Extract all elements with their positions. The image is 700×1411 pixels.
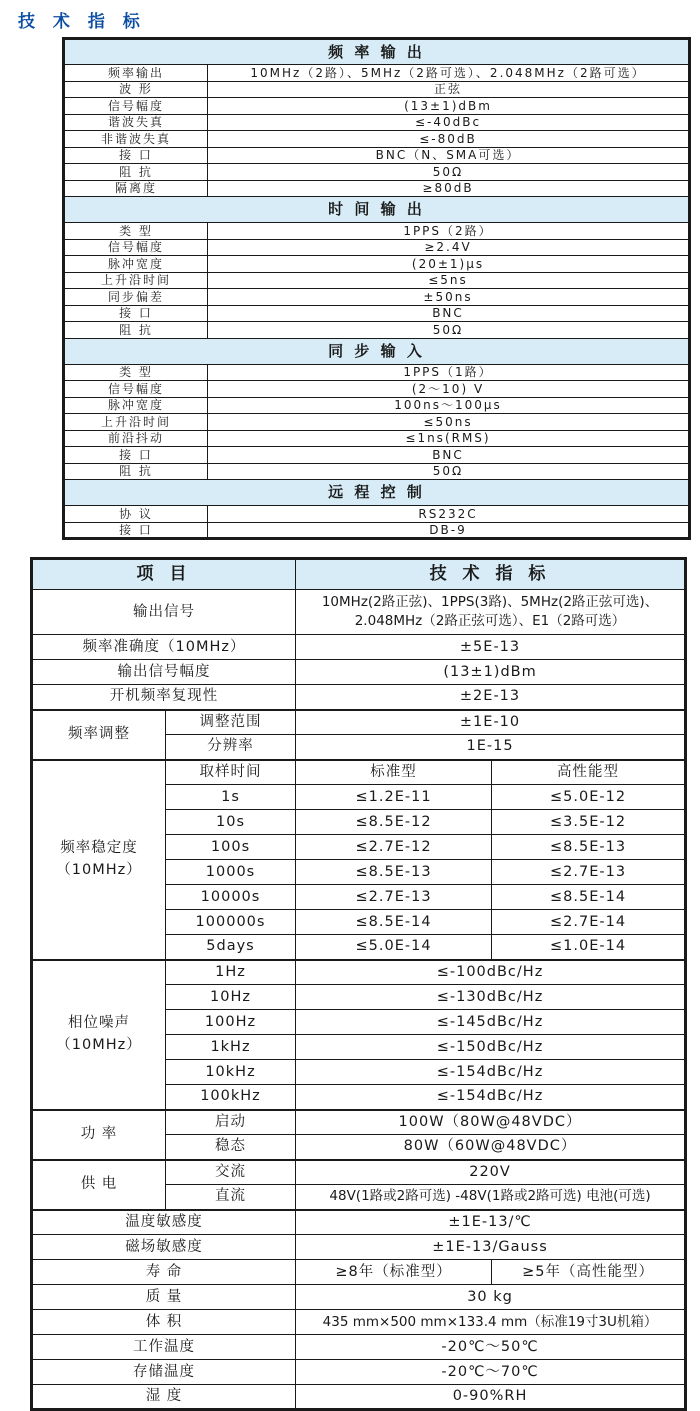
sub-label: 100000s: [166, 910, 296, 935]
table-row: [64, 447, 690, 464]
table-row: [32, 590, 686, 635]
spec-value: ≤2.7E-12: [296, 835, 492, 860]
sub-label: 1kHz: [166, 1035, 296, 1060]
spec-value: 0-90%RH: [296, 1385, 686, 1410]
spec-label: 开机频率复现性: [32, 685, 296, 710]
spec-value: 220V: [296, 1160, 686, 1185]
sub-label: 稳态: [166, 1135, 296, 1160]
spec-label: 接 口: [64, 147, 208, 164]
spec-value: ≤-40dBc: [208, 114, 690, 131]
spec-value: ±5E-13: [296, 635, 686, 660]
technical-parameters-table: [30, 557, 687, 1411]
spec-value: ≤5.0E-14: [296, 935, 492, 960]
spec-value: 100W（80W@48VDC）: [296, 1110, 686, 1135]
spec-label: 输出信号: [32, 590, 296, 635]
group-label: 频率调整: [32, 710, 166, 760]
sub-label: 分辨率: [166, 735, 296, 760]
spec-value: ≤8.5E-14: [492, 885, 686, 910]
spec-value: ≤-150dBc/Hz: [296, 1035, 686, 1060]
spec-label: 前沿抖动: [64, 430, 208, 447]
spec-value: ≤8.5E-12: [296, 810, 492, 835]
table-row: [64, 305, 690, 322]
spec-value: ≤8.5E-13: [296, 860, 492, 885]
spec-value: 80W（60W@48VDC）: [296, 1135, 686, 1160]
table-row: [64, 430, 690, 447]
sub-label: 100s: [166, 835, 296, 860]
spec-value: 1PPS（2路）: [208, 223, 690, 240]
spec-value: ≥80dB: [208, 180, 690, 197]
table-row: [64, 180, 690, 197]
table-row: [64, 256, 690, 273]
spec-value: 10MHz（2路）、5MHz（2路可选）、2.048MHz（2路可选）: [208, 65, 690, 82]
spec-value: 1PPS（1路）: [208, 364, 690, 381]
spec-value: ≥2.4V: [208, 239, 690, 256]
spec-label: 存储温度: [32, 1360, 296, 1385]
spec-value: ≤1ns(RMS): [208, 430, 690, 447]
spec-label: 输出信号幅度: [32, 660, 296, 685]
spec-value: ≥8年（标准型）: [296, 1260, 492, 1285]
spec-label: 上升沿时间: [64, 414, 208, 431]
table-row: [32, 960, 686, 985]
spec-value: -20℃～70℃: [296, 1360, 686, 1385]
group-label-freq-stability: [32, 760, 166, 960]
spec-value: 正弦: [208, 81, 690, 98]
table-row: [64, 81, 690, 98]
spec-label: 波 形: [64, 81, 208, 98]
spec-value: ≥5年（高性能型）: [492, 1260, 686, 1285]
spec-value: 10MHz(2路正弦)、1PPS(3路)、5MHz(2路正弦可选)、2.048MHz（2路正弦可选）、E1（2路可选）: [296, 590, 686, 635]
spec-label: 质 量: [32, 1285, 296, 1310]
table-row: [32, 1260, 686, 1285]
spec-label: 同步偏差: [64, 289, 208, 306]
spec-label: 温度敏感度: [32, 1210, 296, 1235]
spec-label: 上升沿时间: [64, 272, 208, 289]
spec-value: (2～10) V: [208, 381, 690, 398]
section-title-sync-input: 同 步 输 入: [64, 338, 690, 364]
group-label: 供 电: [32, 1160, 166, 1210]
spec-label: 隔离度: [64, 180, 208, 197]
spec-label: 信号幅度: [64, 239, 208, 256]
table-row: [32, 1160, 686, 1185]
table-row: [32, 1360, 686, 1385]
spec-value: ≤50ns: [208, 414, 690, 431]
table-row: [64, 114, 690, 131]
spec-label: 阻 抗: [64, 463, 208, 480]
table-row: [64, 98, 690, 115]
section-title-time-output: 时 间 输 出: [64, 197, 690, 223]
spec-value: ±1E-10: [296, 710, 686, 735]
table-row: [32, 660, 686, 685]
spec-label: 非谐波失真: [64, 131, 208, 148]
spec-label: 阻 抗: [64, 164, 208, 181]
spec-label: 接 口: [64, 522, 208, 539]
spec-value: BNC: [208, 305, 690, 322]
spec-value: (13±1)dBm: [208, 98, 690, 115]
spec-value: (13±1)dBm: [296, 660, 686, 685]
page-title: 技 术 指 标: [18, 12, 146, 32]
spec-label: 磁场敏感度: [32, 1235, 296, 1260]
section-title-remote-control: 远 程 控 制: [64, 480, 690, 506]
spec-value: ≤-154dBc/Hz: [296, 1085, 686, 1110]
sub-label: 1Hz: [166, 960, 296, 985]
spec-value: ≤8.5E-14: [296, 910, 492, 935]
table-row: [64, 397, 690, 414]
spec-value: ≤2.7E-13: [296, 885, 492, 910]
sub-label: 交流: [166, 1160, 296, 1185]
spec-label: 类 型: [64, 364, 208, 381]
spec-label: 湿 度: [32, 1385, 296, 1410]
spec-value: ≤3.5E-12: [492, 810, 686, 835]
spec-label: 体 积: [32, 1310, 296, 1335]
table-row: [32, 635, 686, 660]
spec-label: 工作温度: [32, 1335, 296, 1360]
spec-value: ≤5.0E-12: [492, 785, 686, 810]
spec-value: ≤-80dB: [208, 131, 690, 148]
sub-label: 10s: [166, 810, 296, 835]
spec-value: RS232C: [208, 506, 690, 523]
table-row: [32, 1110, 686, 1135]
sub-label: 100Hz: [166, 1010, 296, 1035]
sub-label: 10Hz: [166, 985, 296, 1010]
spec-value: ≤-100dBc/Hz: [296, 960, 686, 985]
column-header-spec: 技 术 指 标: [296, 559, 686, 590]
spec-label: 信号幅度: [64, 381, 208, 398]
table-row: [64, 289, 690, 306]
sub-label: 100kHz: [166, 1085, 296, 1110]
spec-value: ≤1.2E-11: [296, 785, 492, 810]
spec-label: 频率输出: [64, 65, 208, 82]
spec-label: 频率准确度（10MHz）: [32, 635, 296, 660]
table-row: [64, 131, 690, 148]
table-row: [32, 559, 686, 590]
spec-value: (20±1)μs: [208, 256, 690, 273]
spec-value: ≤1.0E-14: [492, 935, 686, 960]
column-header-item: 项 目: [32, 559, 296, 590]
sub-label: 10kHz: [166, 1060, 296, 1085]
sub-label: 5days: [166, 935, 296, 960]
spec-label: 类 型: [64, 223, 208, 240]
group-label-phase-noise: [32, 960, 166, 1110]
spec-value: -20℃～50℃: [296, 1335, 686, 1360]
table-row: [32, 1210, 686, 1235]
table-row: [64, 223, 690, 240]
group-label-line1: 相位噪声: [68, 1015, 130, 1032]
table-row: [64, 65, 690, 82]
spec-label: 接 口: [64, 305, 208, 322]
table-row: [64, 506, 690, 523]
table-row: [64, 272, 690, 289]
spec-value: ≤5ns: [208, 272, 690, 289]
table-row: [32, 1335, 686, 1360]
spec-value: ≤-154dBc/Hz: [296, 1060, 686, 1085]
sub-column-header: 取样时间: [166, 760, 296, 785]
sub-column-header: 高性能型: [492, 760, 686, 785]
spec-value: ≤-130dBc/Hz: [296, 985, 686, 1010]
spec-label: 阻 抗: [64, 322, 208, 339]
spec-value: 30 kg: [296, 1285, 686, 1310]
spec-value: ±50ns: [208, 289, 690, 306]
interface-spec-table: [62, 37, 691, 540]
table-row: [64, 322, 690, 339]
table-row: [32, 760, 686, 785]
table-row: [32, 1385, 686, 1410]
spec-value: ±2E-13: [296, 685, 686, 710]
group-label: 功 率: [32, 1110, 166, 1160]
spec-label: 谐波失真: [64, 114, 208, 131]
spec-label: 脉冲宽度: [64, 256, 208, 273]
group-label-line1: 频率稳定度: [60, 840, 138, 857]
section-title-frequency-output: 频 率 输 出: [64, 39, 690, 65]
spec-value: ≤2.7E-13: [492, 860, 686, 885]
sub-label: 调整范围: [166, 710, 296, 735]
spec-label: 接 口: [64, 447, 208, 464]
table-row: [64, 164, 690, 181]
table-row: [64, 239, 690, 256]
spec-value: 100ns～100μs: [208, 397, 690, 414]
table-row: [32, 1235, 686, 1260]
sub-column-header: 标准型: [296, 760, 492, 785]
sub-label: 10000s: [166, 885, 296, 910]
spec-label: 信号幅度: [64, 98, 208, 115]
spec-label: 协 议: [64, 506, 208, 523]
sub-label: 启动: [166, 1110, 296, 1135]
spec-label: 寿 命: [32, 1260, 296, 1285]
spec-value: 50Ω: [208, 164, 690, 181]
spec-value: DB-9: [208, 522, 690, 539]
spec-value: 1E-15: [296, 735, 686, 760]
spec-value: ≤-145dBc/Hz: [296, 1010, 686, 1035]
sub-label: 1s: [166, 785, 296, 810]
sub-label: 1000s: [166, 860, 296, 885]
spec-value: ≤2.7E-14: [492, 910, 686, 935]
table-row: [64, 147, 690, 164]
group-label-line2: （10MHz）: [56, 1036, 142, 1053]
table-row: [64, 522, 690, 539]
spec-value: 435 mm×500 mm×133.4 mm（标准19寸3U机箱）: [296, 1310, 686, 1335]
spec-value: BNC（N、SMA可选）: [208, 147, 690, 164]
table-row: [32, 685, 686, 710]
table-row: [64, 414, 690, 431]
table-row: [32, 1285, 686, 1310]
table-row: [32, 710, 686, 735]
spec-value: 50Ω: [208, 322, 690, 339]
spec-value: BNC: [208, 447, 690, 464]
spec-value: ≤8.5E-13: [492, 835, 686, 860]
spec-value: ±1E-13/℃: [296, 1210, 686, 1235]
spec-value: 48V(1路或2路可选) -48V(1路或2路可选) 电池(可选): [296, 1185, 686, 1210]
group-label-line2: （10MHz）: [56, 861, 142, 878]
table-row: [32, 1310, 686, 1335]
table-row: [64, 364, 690, 381]
spec-label: 脉冲宽度: [64, 397, 208, 414]
sub-label: 直流: [166, 1185, 296, 1210]
spec-value: ±1E-13/Gauss: [296, 1235, 686, 1260]
table-row: [64, 463, 690, 480]
table-row: [64, 381, 690, 398]
spec-value: 50Ω: [208, 463, 690, 480]
